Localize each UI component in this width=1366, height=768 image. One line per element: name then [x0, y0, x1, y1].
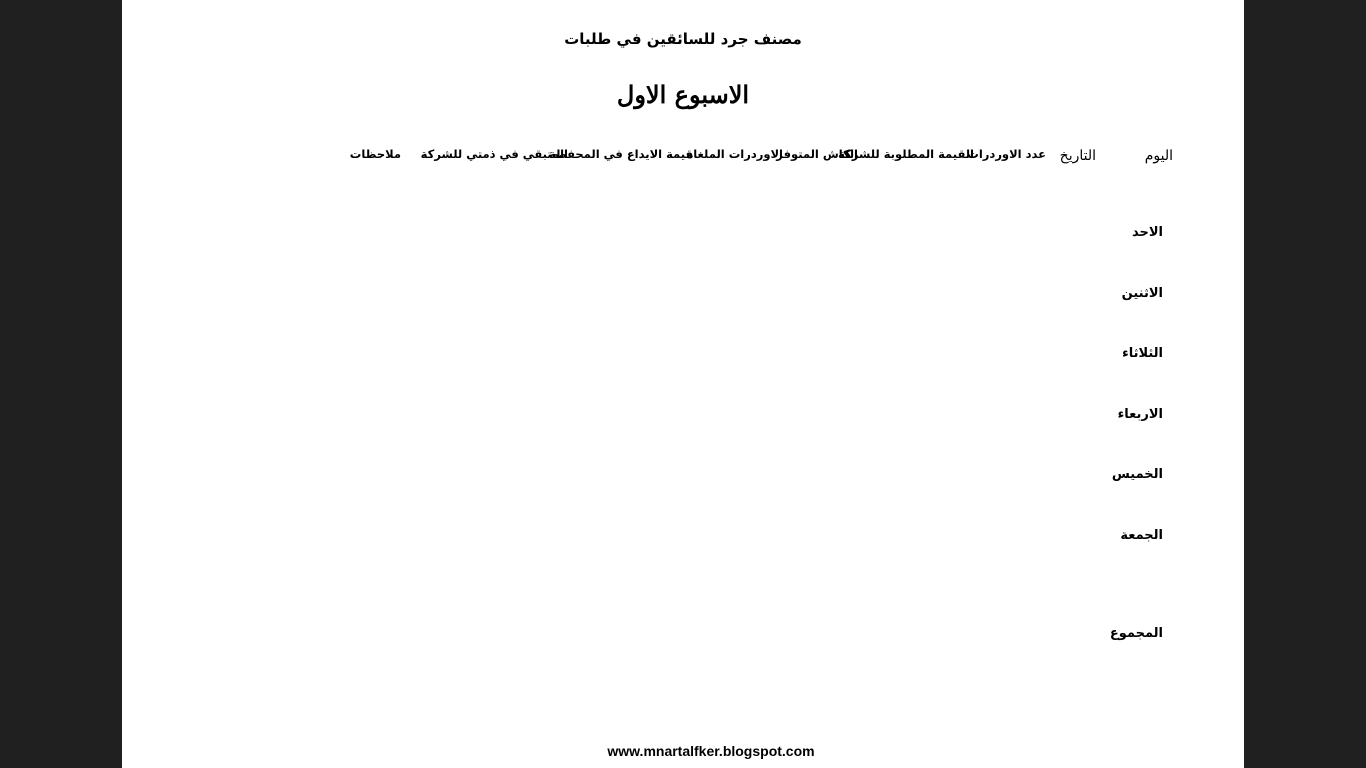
row-label-tuesday: الثلاثاء: [1122, 346, 1163, 361]
week-heading: الاسبوع الاول: [616, 80, 750, 109]
column-header-wallet-deposit: قيمة الايداع في المحفظة: [548, 147, 693, 161]
column-header-notes: ملاحظات: [349, 147, 401, 161]
column-header-remaining-balance: المتبقي في ذمتي للشركة: [420, 147, 568, 161]
column-header-day: اليوم: [1144, 148, 1173, 164]
column-header-orders-count: عدد الاوردرات: [967, 147, 1046, 161]
column-header-date: التاريخ: [1059, 148, 1096, 164]
row-label-thursday: الخميس: [1111, 467, 1163, 482]
column-header-cash-available: الكاش المتوفر: [776, 147, 858, 161]
row-label-friday: الجمعة: [1120, 528, 1163, 543]
column-header-cancelled-orders: الاوردرات الملغاه: [686, 147, 783, 161]
document-page: [122, 0, 1244, 768]
row-label-total: المجموع: [1109, 626, 1163, 641]
document-title: مصنف جرد للسائقين في طلبات: [564, 30, 802, 48]
column-header-amount-due: القيمة المطلوبة للشركة: [838, 147, 974, 161]
footer-url: www.mnartalfker.blogspot.com: [607, 743, 815, 759]
row-label-monday: الاثنين: [1121, 286, 1163, 301]
row-label-sunday: الاحد: [1131, 225, 1163, 240]
row-label-wednesday: الاربعاء: [1117, 407, 1163, 422]
